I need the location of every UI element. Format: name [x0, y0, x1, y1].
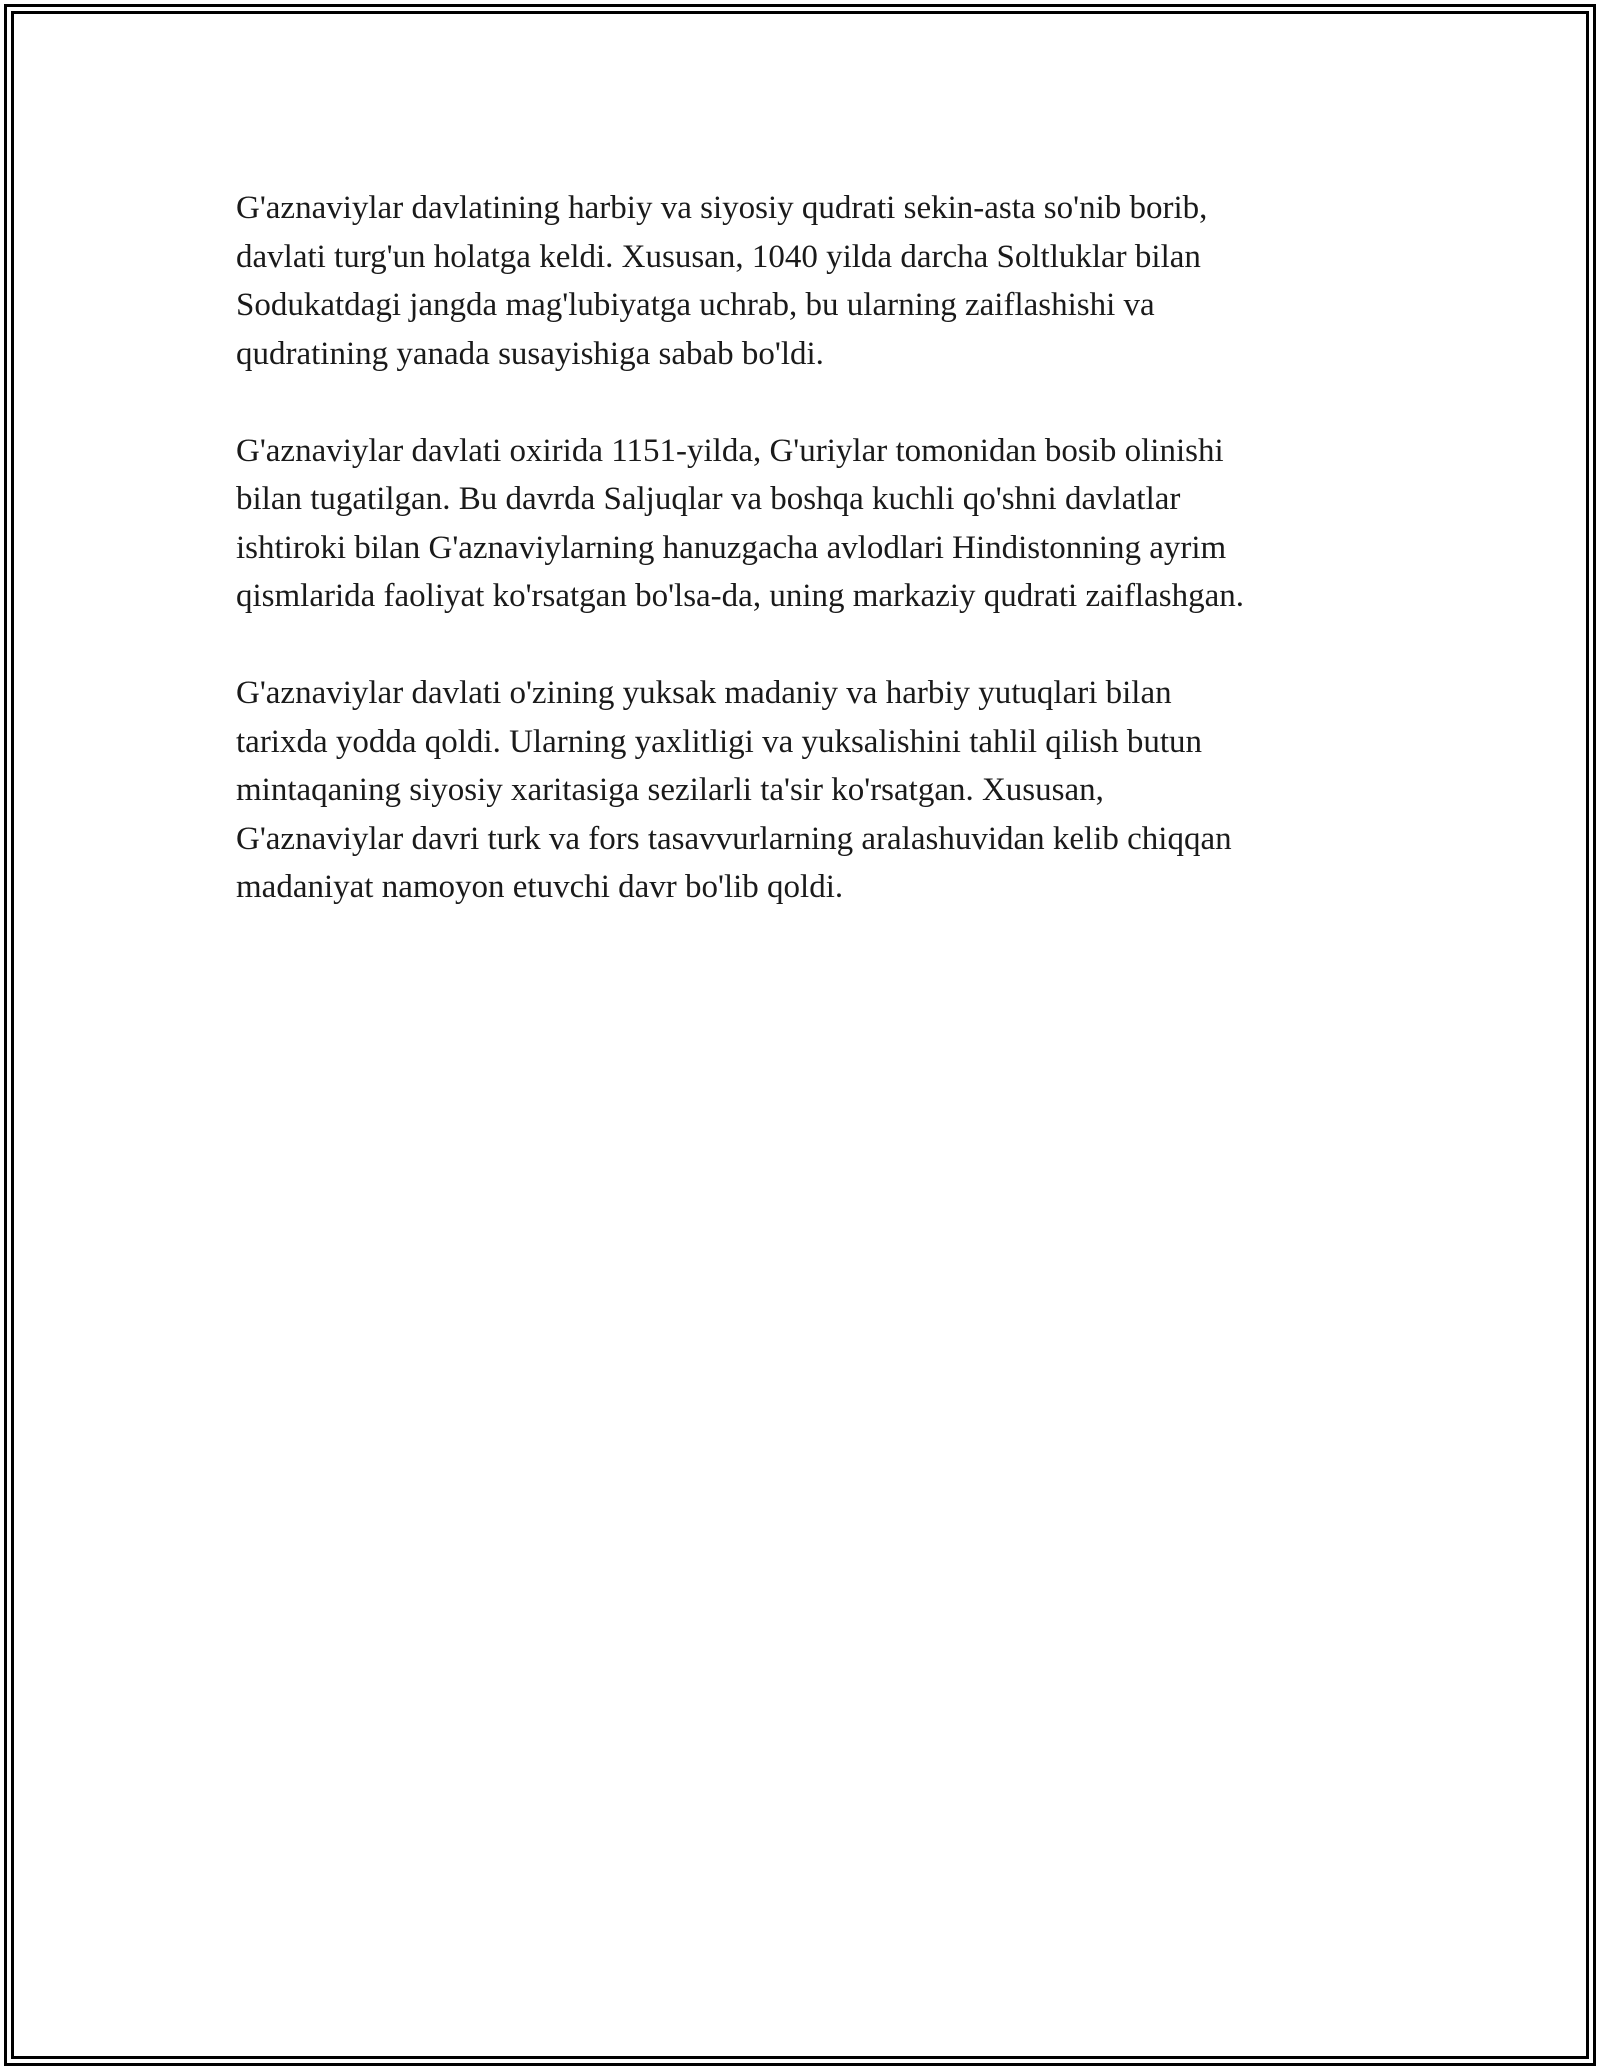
text-line: qudratining yanada susayishiga sabab bo'ldi.: [236, 335, 824, 372]
text-line: bilan tugatilgan. Bu davrda Saljuqlar va boshqa kuchli qo'shni davlatlar: [236, 481, 1181, 517]
text-line: G'aznaviylar davri turk va fors tasavvurlarning aralashuvidan kelib chiqqan: [236, 820, 1232, 857]
text-line: davlati turg'un holatga keldi. Xususan, 1040 yilda darcha Soltluklar bilan: [236, 238, 1201, 275]
text-line: G'aznaviylar davlatining harbiy va siyosiy qudrati sekin-asta so'nib borib,: [236, 190, 1208, 226]
paragraph-1: [236, 184, 1396, 378]
text-line: G'aznaviylar davlati o'zining yuksak madaniy va harbiy yutuqlari bilan: [236, 675, 1172, 711]
paragraph-3: [236, 669, 1396, 912]
text-line: madaniyat namoyon etuvchi davr bo'lib qoldi.: [236, 869, 844, 905]
text-line: mintaqaning siyosiy xaritasiga sezilarli ta'sir ko'rsatgan. Xususan,: [236, 772, 1104, 808]
text-line: Sodukatdagi jangda mag'lubiyatga uchrab, bu ularning zaiflashishi va: [236, 287, 1155, 323]
paragraph-2: [236, 427, 1396, 621]
text-line: qismlarida faoliyat ko'rsatgan bo'lsa-da, uning markaziy qudrati zaiflashgan.: [236, 578, 1244, 614]
document-body: [236, 184, 1396, 960]
text-line: G'aznaviylar davlati oxirida 1151-yilda, G'uriylar tomonidan bosib olinishi: [236, 432, 1224, 469]
text-line: tarixda yodda qoldi. Ularning yaxlitligi va yuksalishini tahlil qilish butun: [236, 723, 1203, 760]
text-line: ishtiroki bilan G'aznaviylarning hanuzgacha avlodlari Hindistonning ayrim: [236, 529, 1227, 566]
